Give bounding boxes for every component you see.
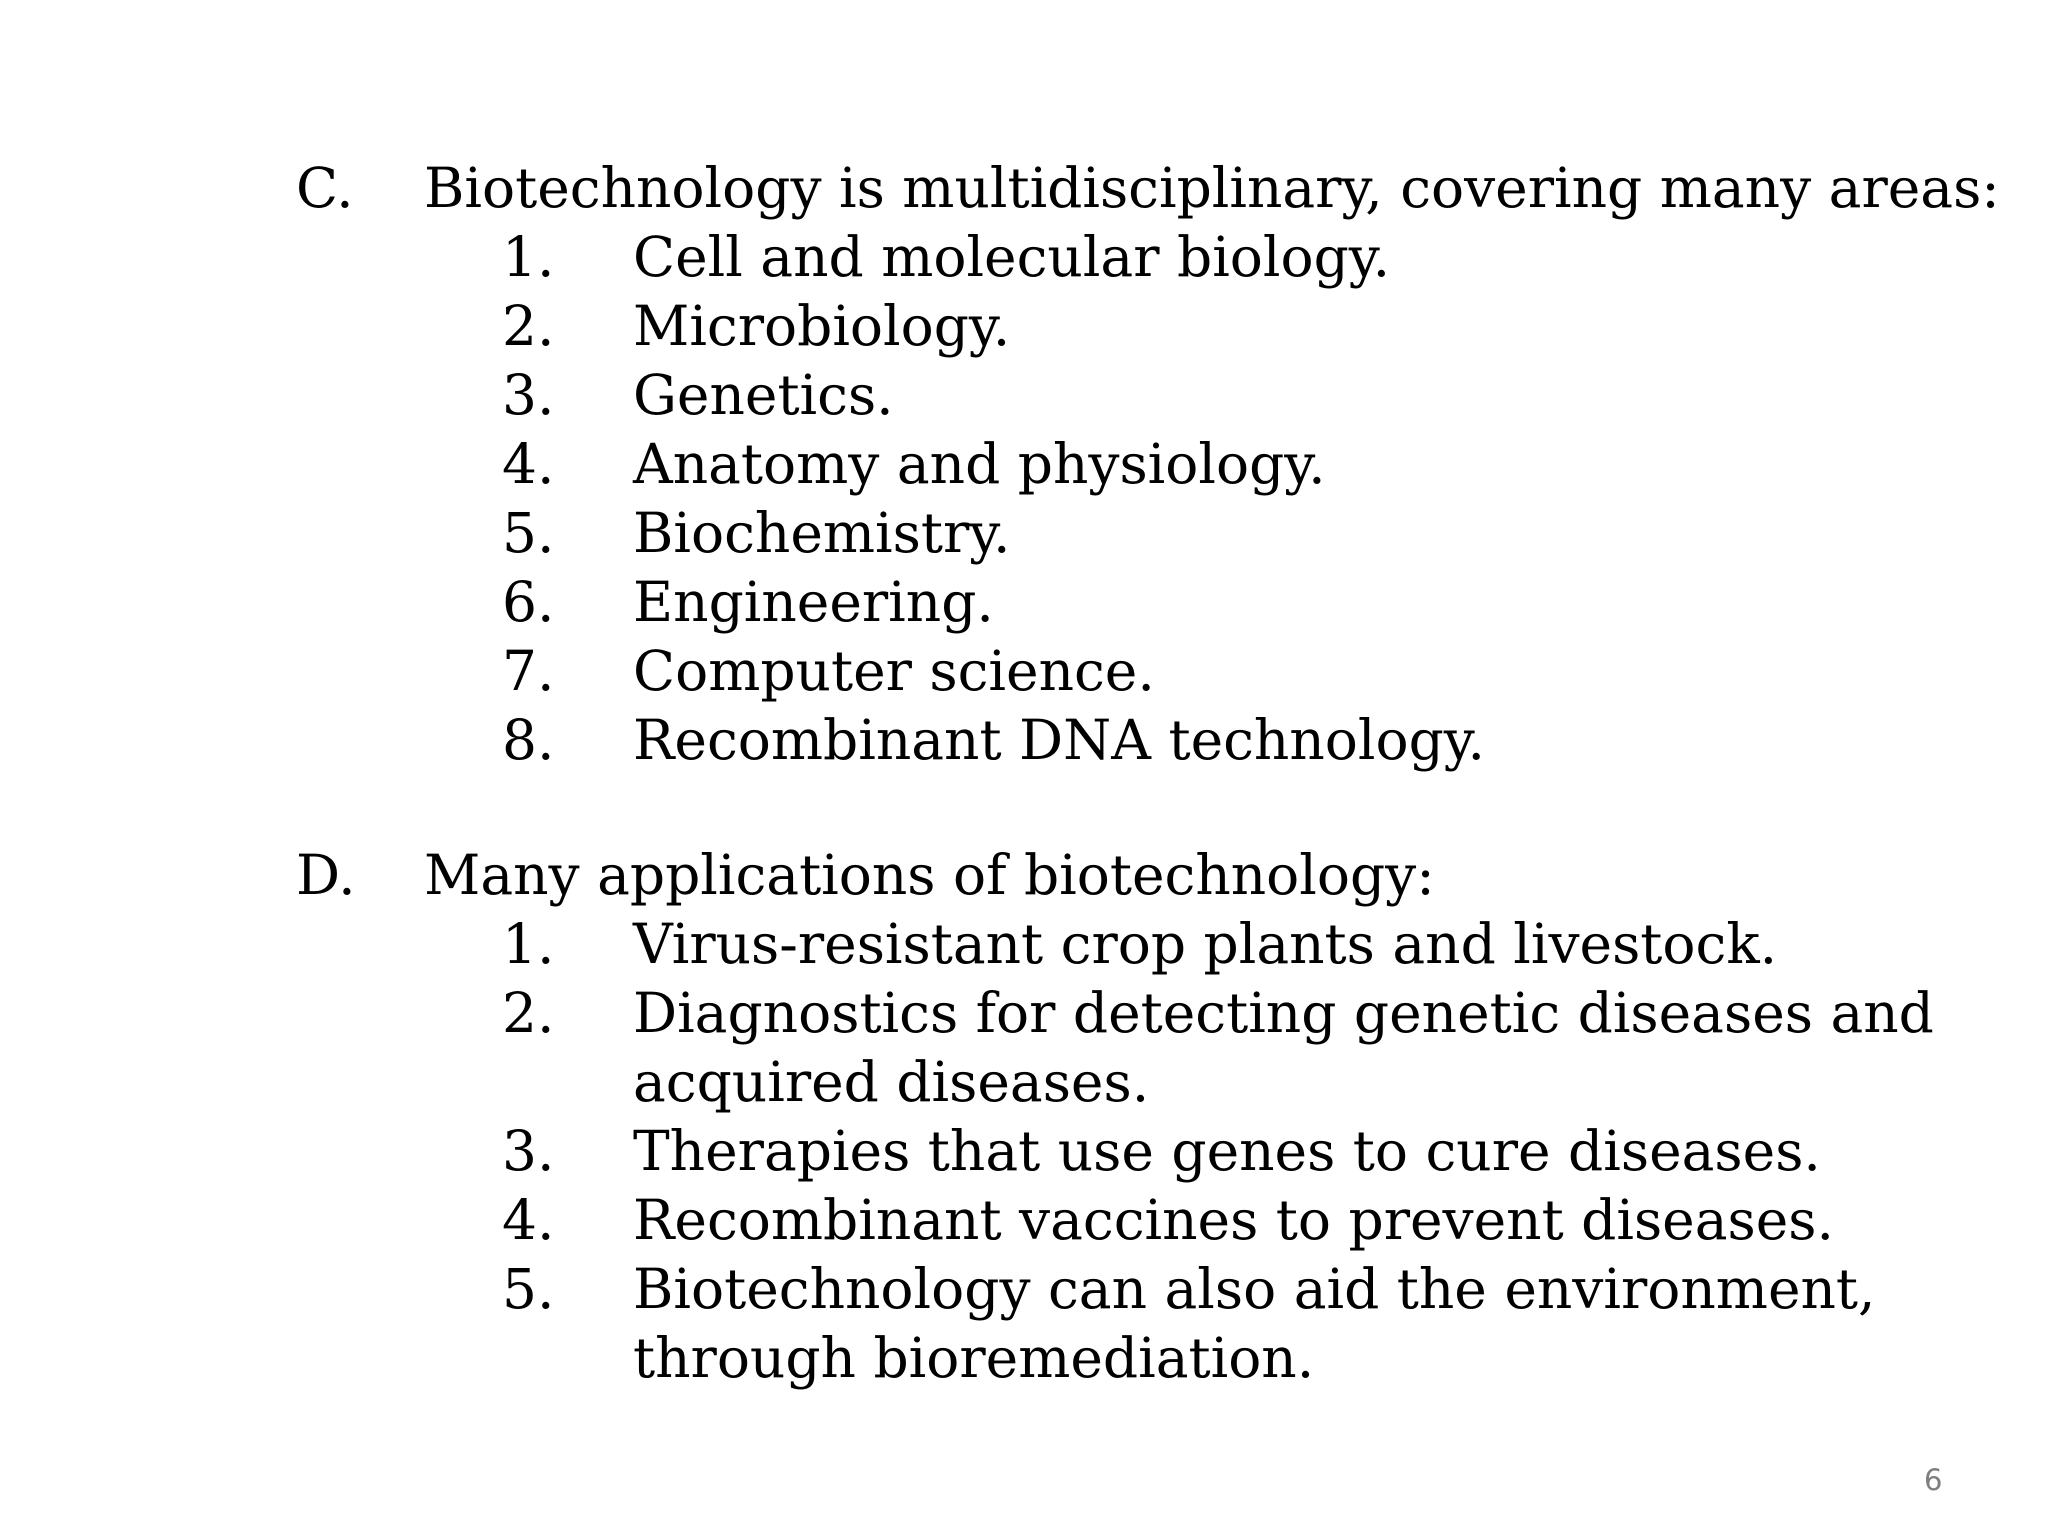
- list-item: [0, 361, 2048, 430]
- list-item-number: 3.: [502, 363, 555, 427]
- list-item-number: 2.: [502, 981, 555, 1045]
- list-item: [0, 910, 2048, 979]
- list-item-text: Diagnostics for detecting genetic diseases and: [633, 981, 1934, 1045]
- section-heading: [0, 841, 2048, 910]
- section-c: [0, 154, 2048, 775]
- list-item-text: Computer science.: [633, 639, 1155, 703]
- list-item-text: Biotechnology can also aid the environment,: [633, 1257, 1876, 1321]
- list-item-text: Therapies that use genes to cure diseases.: [633, 1119, 1821, 1183]
- section-d: [0, 841, 2048, 1393]
- list-item: [0, 499, 2048, 568]
- list-item-text: Biochemistry.: [633, 501, 1011, 565]
- list-item-text: Virus-resistant crop plants and livestock.: [633, 912, 1778, 976]
- list-item-number: 1.: [502, 912, 555, 976]
- list-item: [0, 292, 2048, 361]
- list-item-text: Genetics.: [633, 363, 894, 427]
- list-item: [0, 1186, 2048, 1255]
- section-heading: [0, 154, 2048, 223]
- section-letter: C.: [296, 156, 354, 220]
- list-item: [0, 979, 2048, 1048]
- list-item: [0, 568, 2048, 637]
- list-item-continuation-text: acquired diseases.: [633, 1050, 1150, 1114]
- list-item-continuation: [0, 1324, 2048, 1393]
- list-item-continuation: [0, 1048, 2048, 1117]
- list-item: [0, 706, 2048, 775]
- list-item: [0, 223, 2048, 292]
- list-item-number: 3.: [502, 1119, 555, 1183]
- list-item-continuation-text: through bioremediation.: [633, 1326, 1315, 1390]
- list-item: [0, 1255, 2048, 1324]
- list-item-text: Engineering.: [633, 570, 994, 634]
- list-item: [0, 1117, 2048, 1186]
- list-item: [0, 637, 2048, 706]
- list-item: [0, 430, 2048, 499]
- section-heading-text: Many applications of biotechnology:: [424, 843, 1435, 907]
- list-item-number: 5.: [502, 501, 555, 565]
- list-item-text: Anatomy and physiology.: [633, 432, 1326, 496]
- list-item-number: 4.: [502, 1188, 555, 1252]
- list-item-number: 4.: [502, 432, 555, 496]
- list-item-number: 6.: [502, 570, 555, 634]
- page-number: 6: [1924, 1463, 1943, 1497]
- list-item-number: 2.: [502, 294, 555, 358]
- list-item-text: Microbiology.: [633, 294, 1011, 358]
- list-item-text: Cell and molecular biology.: [633, 225, 1391, 289]
- list-item-number: 5.: [502, 1257, 555, 1321]
- list-item-number: 7.: [502, 639, 555, 703]
- section-heading-text: Biotechnology is multidisciplinary, covering many areas:: [424, 156, 2000, 220]
- list-item-number: 1.: [502, 225, 555, 289]
- list-item-text: Recombinant DNA technology.: [633, 708, 1486, 772]
- list-item-text: Recombinant vaccines to prevent diseases.: [633, 1188, 1835, 1252]
- section-letter: D.: [296, 843, 356, 907]
- list-item-number: 8.: [502, 708, 555, 772]
